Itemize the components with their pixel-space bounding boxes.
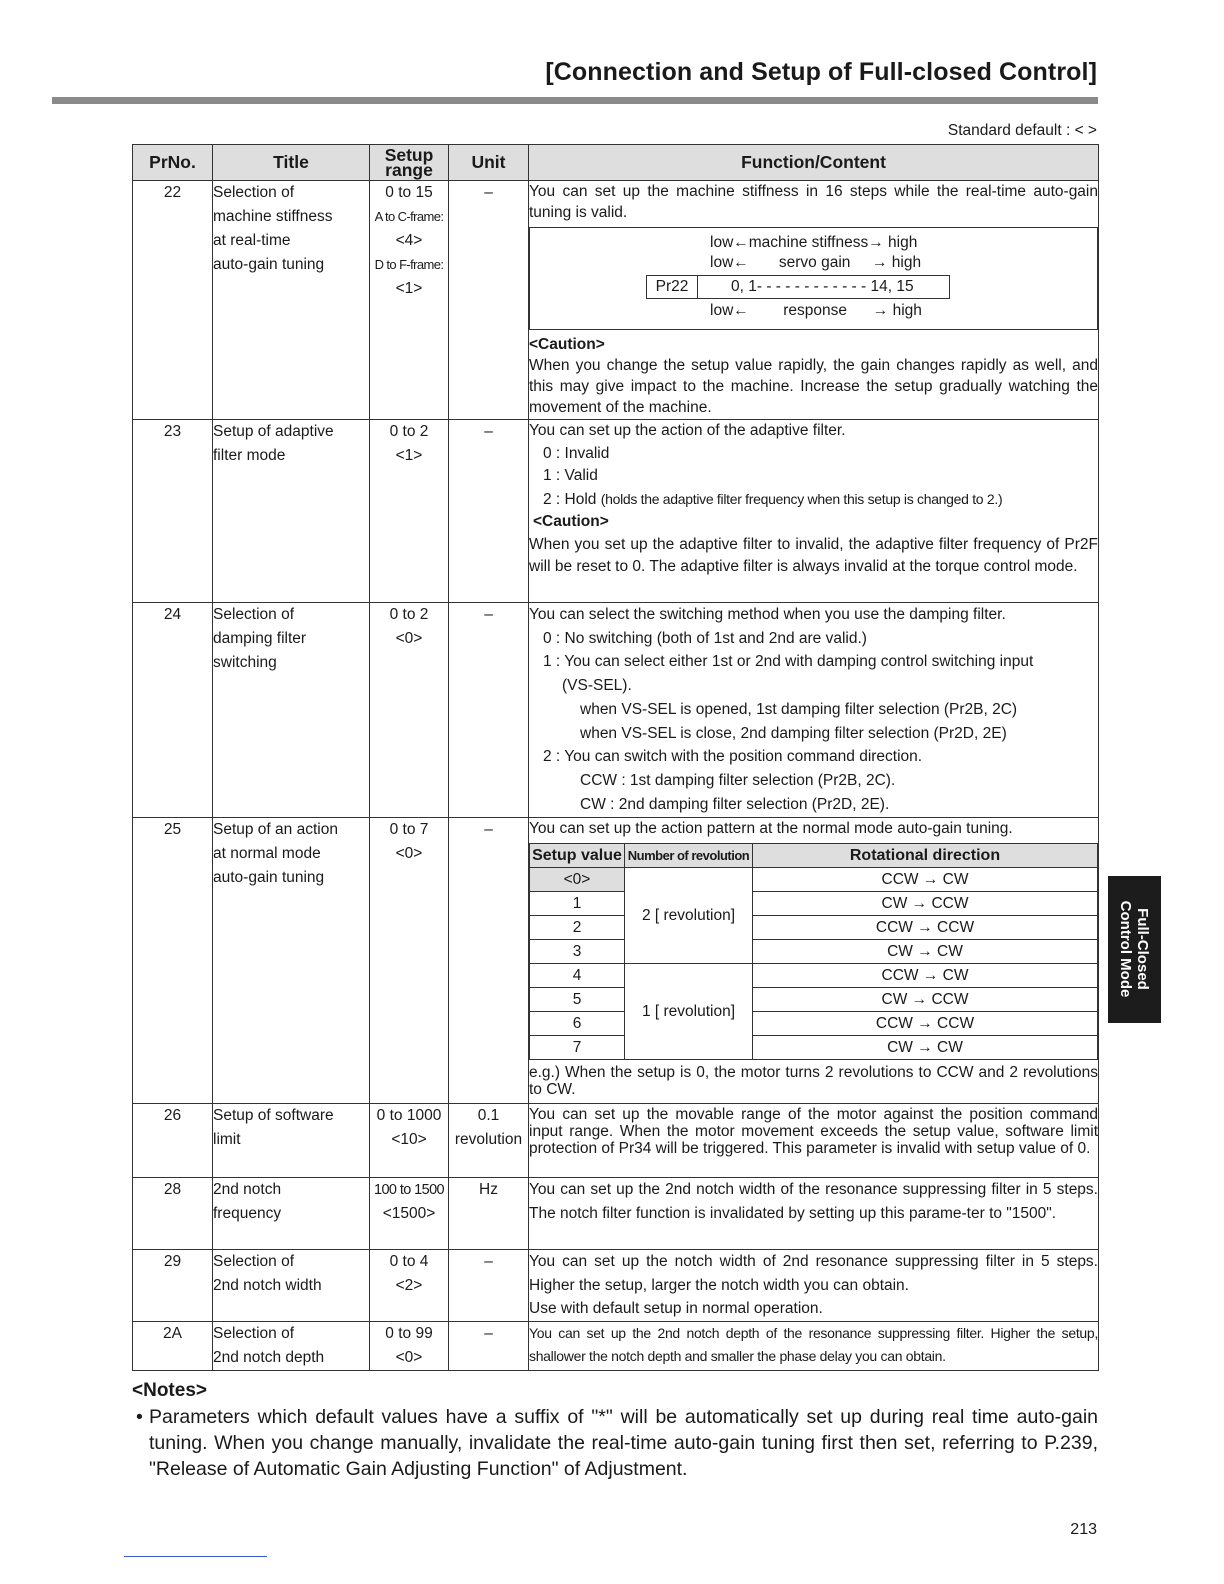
setup-value-cell: 6 <box>530 1012 625 1036</box>
option-line: 0 : Invalid <box>543 444 610 462</box>
option-detail: when VS-SEL is opened, 1st damping filter selection (Pr2B, 2C) <box>580 700 1018 718</box>
direction-cell: CW → CW <box>753 940 1098 964</box>
option-line: 2 : You can switch with the position command direction. <box>543 748 923 766</box>
table-header-row <box>133 145 1099 181</box>
title-cell <box>213 1178 370 1250</box>
function-intro: You can set up the action of the adaptive filter. <box>529 422 846 439</box>
title-line: 2nd notch <box>213 1181 282 1198</box>
option-line: 0 : No switching (both of 1st and 2nd are valid.) <box>543 629 867 647</box>
range-frame-label: A to C-frame: <box>374 209 444 224</box>
title-line: Selection of <box>213 184 294 201</box>
title-line: Selection of <box>213 1325 294 1342</box>
range-line: 0 to 2 <box>389 606 429 623</box>
title-line: at normal mode <box>213 845 321 862</box>
option-detail: CW : 2nd damping filter selection (Pr2D, 2E). <box>580 795 890 813</box>
setup-value-cell: 2 <box>530 916 625 940</box>
range-default: <1> <box>395 280 423 297</box>
bullet-icon: • <box>136 1406 143 1428</box>
function-intro: You can set up the machine stiffness in 16 steps while the real-time auto-gain tuning is valid. <box>529 183 1098 221</box>
note-text: Parameters which default values have a suffix of "*" will be automatically set up during real time auto-gain tuning. When you change manually, invalidate the real-time auto-gain tuning first then set, referring to P.239, "Release of Automatic Gain Adjusting Function" of Adjustment. <box>149 1406 1098 1480</box>
range-default: <1500> <box>382 1205 436 1222</box>
function-text-2: Use with default setup in normal operation. <box>529 1300 823 1317</box>
title-cell <box>213 603 370 818</box>
table-row <box>133 1250 1099 1322</box>
title-line: Selection of <box>213 606 294 623</box>
function-intro: You can set up the action pattern at the normal mode auto-gain tuning. <box>529 820 1013 837</box>
standard-default-note: Standard default : < > <box>947 122 1097 139</box>
setup-value-cell: 5 <box>530 988 625 1012</box>
range-line: 0 to 7 <box>389 821 429 838</box>
title-rule <box>52 97 1098 104</box>
table-row <box>133 818 1099 1104</box>
unit-cell: – <box>449 181 529 420</box>
title-line: Setup of adaptive <box>213 423 334 440</box>
range-cell <box>370 420 449 603</box>
page-title: [Connection and Setup of Full-closed Control] <box>545 58 1097 86</box>
range-default: <10> <box>391 1131 427 1148</box>
option-note: (holds the adaptive filter frequency when this setup is changed to 2.) <box>600 490 1003 507</box>
unit-line: 0.1 <box>477 1107 500 1124</box>
sub-row <box>530 1012 1098 1036</box>
revolution-group-cell: 1 [ revolution] <box>625 964 753 1060</box>
header-setup-line1: Setup <box>384 144 434 165</box>
page-number: 213 <box>1070 1521 1097 1538</box>
response-line: low← response → high <box>710 302 922 319</box>
pr22-label: Pr22 <box>647 276 698 298</box>
header-setup-line2: range <box>385 159 433 180</box>
title-line: Setup of an action <box>213 821 338 838</box>
function-text: You can set up the movable range of the motor against the position command input range. When the motor movement exceeds the setup value, software limit protection of Pr34 will be triggered. This parameter is invalid with setup value of 0. <box>529 1106 1098 1157</box>
function-cell <box>529 1178 1099 1250</box>
title-cell <box>213 420 370 603</box>
sub-header-row <box>530 844 1098 868</box>
prno-cell: 24 <box>133 603 213 818</box>
title-line: at real-time <box>213 232 291 249</box>
range-line: 0 to 4 <box>389 1253 429 1270</box>
side-tab-line1: Full-Closed <box>1134 908 1151 990</box>
direction-cell: CCW → CCW <box>753 1012 1098 1036</box>
range-cell <box>370 1250 449 1322</box>
title-cell <box>213 181 370 420</box>
title-line: auto-gain tuning <box>213 256 325 273</box>
option-line <box>529 488 1098 512</box>
revolution-group-cell: 2 [ revolution] <box>625 868 753 964</box>
title-cell <box>213 818 370 1104</box>
parameter-table <box>132 144 1099 1371</box>
prno-cell: 28 <box>133 1178 213 1250</box>
sub-row <box>530 916 1098 940</box>
side-tab-full-closed <box>1108 876 1161 1023</box>
sub-row <box>530 868 1098 892</box>
prno-cell: 29 <box>133 1250 213 1322</box>
servo-gain-line: low← servo gain → high <box>710 254 922 271</box>
range-default: <1> <box>395 447 423 464</box>
example-text: e.g.) When the setup is 0, the motor turns 2 revolutions to CCW and 2 revolutions to CW. <box>529 1064 1098 1098</box>
setup-value-cell: 1 <box>530 892 625 916</box>
title-line: Setup of software <box>213 1107 334 1124</box>
notes-heading: <Notes> <box>132 1380 207 1401</box>
setup-value-cell: 3 <box>530 940 625 964</box>
function-text: You can set up the 2nd notch width of the resonance suppressing filter in 5 steps. The notch filter function is invalidated by setting up this parame-ter to "1500". <box>529 1181 1098 1222</box>
title-line: 2nd notch width <box>213 1277 322 1294</box>
sub-row <box>530 988 1098 1012</box>
function-intro: You can select the switching method when you use the damping filter. <box>529 606 1006 623</box>
prno-cell: 22 <box>133 181 213 420</box>
range-cell <box>370 1178 449 1250</box>
sub-row <box>530 964 1098 988</box>
range-default: <0> <box>395 845 423 862</box>
range-line: 0 to 15 <box>385 184 433 201</box>
sub-header-revolution: Number of revolution <box>625 844 753 868</box>
header-unit: Unit <box>449 145 529 181</box>
direction-cell: CW → CCW <box>753 988 1098 1012</box>
note-item <box>132 1404 1098 1482</box>
title-line: switching <box>213 654 277 671</box>
function-text: You can set up the notch width of 2nd resonance suppressing filter in 5 steps. Higher the setup, larger the notch width you can obtain. <box>529 1253 1098 1294</box>
pr22-value-box <box>646 275 950 299</box>
range-cell <box>370 1322 449 1371</box>
direction-cell: CCW → CW <box>753 964 1098 988</box>
title-cell <box>213 1104 370 1178</box>
table-row <box>133 1104 1099 1178</box>
direction-cell: CW → CCW <box>753 892 1098 916</box>
title-cell <box>213 1322 370 1371</box>
function-cell <box>529 181 1099 420</box>
footer-link-line <box>124 1556 267 1557</box>
function-cell <box>529 1104 1099 1178</box>
title-cell <box>213 1250 370 1322</box>
prno-cell: 26 <box>133 1104 213 1178</box>
function-cell <box>529 1322 1099 1371</box>
title-line: machine stiffness <box>213 208 333 225</box>
rotation-pattern-table <box>529 843 1098 1060</box>
title-line: limit <box>213 1131 241 1148</box>
range-cell <box>370 181 449 420</box>
unit-cell: – <box>449 1250 529 1322</box>
sub-row <box>530 892 1098 916</box>
option-detail: CCW : 1st damping filter selection (Pr2B, 2C). <box>580 771 896 789</box>
title-line: auto-gain tuning <box>213 869 325 886</box>
setup-value-cell: 4 <box>530 964 625 988</box>
unit-cell: Hz <box>449 1178 529 1250</box>
option-label: 2 : Hold <box>543 490 601 508</box>
direction-cell: CW → CW <box>753 1036 1098 1060</box>
unit-cell: – <box>449 818 529 1104</box>
range-frame-label: D to F-frame: <box>374 257 444 272</box>
range-default: <0> <box>395 1349 423 1366</box>
prno-cell: 2A <box>133 1322 213 1371</box>
title-line: filter mode <box>213 447 286 464</box>
direction-cell: CCW → CCW <box>753 916 1098 940</box>
unit-cell: – <box>449 420 529 603</box>
range-cell <box>370 603 449 818</box>
function-cell <box>529 420 1099 603</box>
header-prno: PrNo. <box>133 145 213 181</box>
table-row <box>133 603 1099 818</box>
pr22-values: 0, 1- - - - - - - - - - - - 14, 15 <box>731 278 914 295</box>
range-line: 0 to 1000 <box>376 1107 442 1124</box>
title-line: frequency <box>213 1205 282 1222</box>
prno-cell: 25 <box>133 818 213 1104</box>
setup-value-cell: <0> <box>530 868 625 892</box>
range-default: <0> <box>395 630 423 647</box>
header-setup-range <box>370 145 449 181</box>
caution-text: When you set up the adaptive filter to invalid, the adaptive filter frequency of Pr2F will be reset to 0. The adaptive filter is always invalid at the torque control mode. <box>529 535 1098 575</box>
notes-section <box>132 1378 1098 1482</box>
sub-row <box>530 940 1098 964</box>
range-line: 0 to 99 <box>385 1325 433 1342</box>
table-row <box>133 1322 1099 1371</box>
setup-value-cell: 7 <box>530 1036 625 1060</box>
function-cell <box>529 818 1099 1104</box>
range-cell <box>370 818 449 1104</box>
prno-cell: 23 <box>133 420 213 603</box>
table-row <box>133 1178 1099 1250</box>
unit-cell: – <box>449 1322 529 1371</box>
sub-header-setup-value: Setup value <box>530 844 625 868</box>
caution-label: <Caution> <box>529 336 605 353</box>
side-tab-line2: Control Mode <box>1117 900 1134 998</box>
range-line: 100 to 1500 <box>374 1182 444 1198</box>
function-text: You can set up the 2nd notch depth of the resonance suppressing filter. Higher the setup, shallower the notch depth and smaller the phase delay you can obtain. <box>529 1325 1098 1364</box>
range-default: <2> <box>395 1277 423 1294</box>
caution-label: <Caution> <box>533 513 609 530</box>
stiffness-line: low←machine stiffness→ high <box>710 234 918 251</box>
direction-cell: CCW → CW <box>753 868 1098 892</box>
option-line: 1 : Valid <box>543 467 598 484</box>
title-line: 2nd notch depth <box>213 1349 325 1366</box>
function-cell <box>529 1250 1099 1322</box>
title-line: damping filter <box>213 630 307 647</box>
stiffness-diagram <box>529 227 1098 330</box>
range-default: <4> <box>395 232 423 249</box>
table-row <box>133 181 1099 420</box>
sub-header-direction: Rotational direction <box>753 844 1098 868</box>
option-detail: when VS-SEL is close, 2nd damping filter selection (Pr2D, 2E) <box>580 724 1007 742</box>
table-row <box>133 420 1099 603</box>
range-line: 0 to 2 <box>389 423 429 440</box>
header-function: Function/Content <box>529 145 1099 181</box>
function-cell <box>529 603 1099 818</box>
unit-cell: – <box>449 603 529 818</box>
caution-text: When you change the setup value rapidly, the gain changes rapidly as well, and this may give impact to the machine. Increase the setup gradually watching the movement of the machine. <box>529 357 1098 416</box>
header-title: Title <box>213 145 370 181</box>
unit-cell <box>449 1104 529 1178</box>
title-line: Selection of <box>213 1253 294 1270</box>
range-cell <box>370 1104 449 1178</box>
option-line: 1 : You can select either 1st or 2nd with damping control switching input <box>543 653 1034 671</box>
unit-line: revolution <box>454 1131 523 1148</box>
option-line: (VS-SEL). <box>562 677 632 695</box>
sub-row <box>530 1036 1098 1060</box>
